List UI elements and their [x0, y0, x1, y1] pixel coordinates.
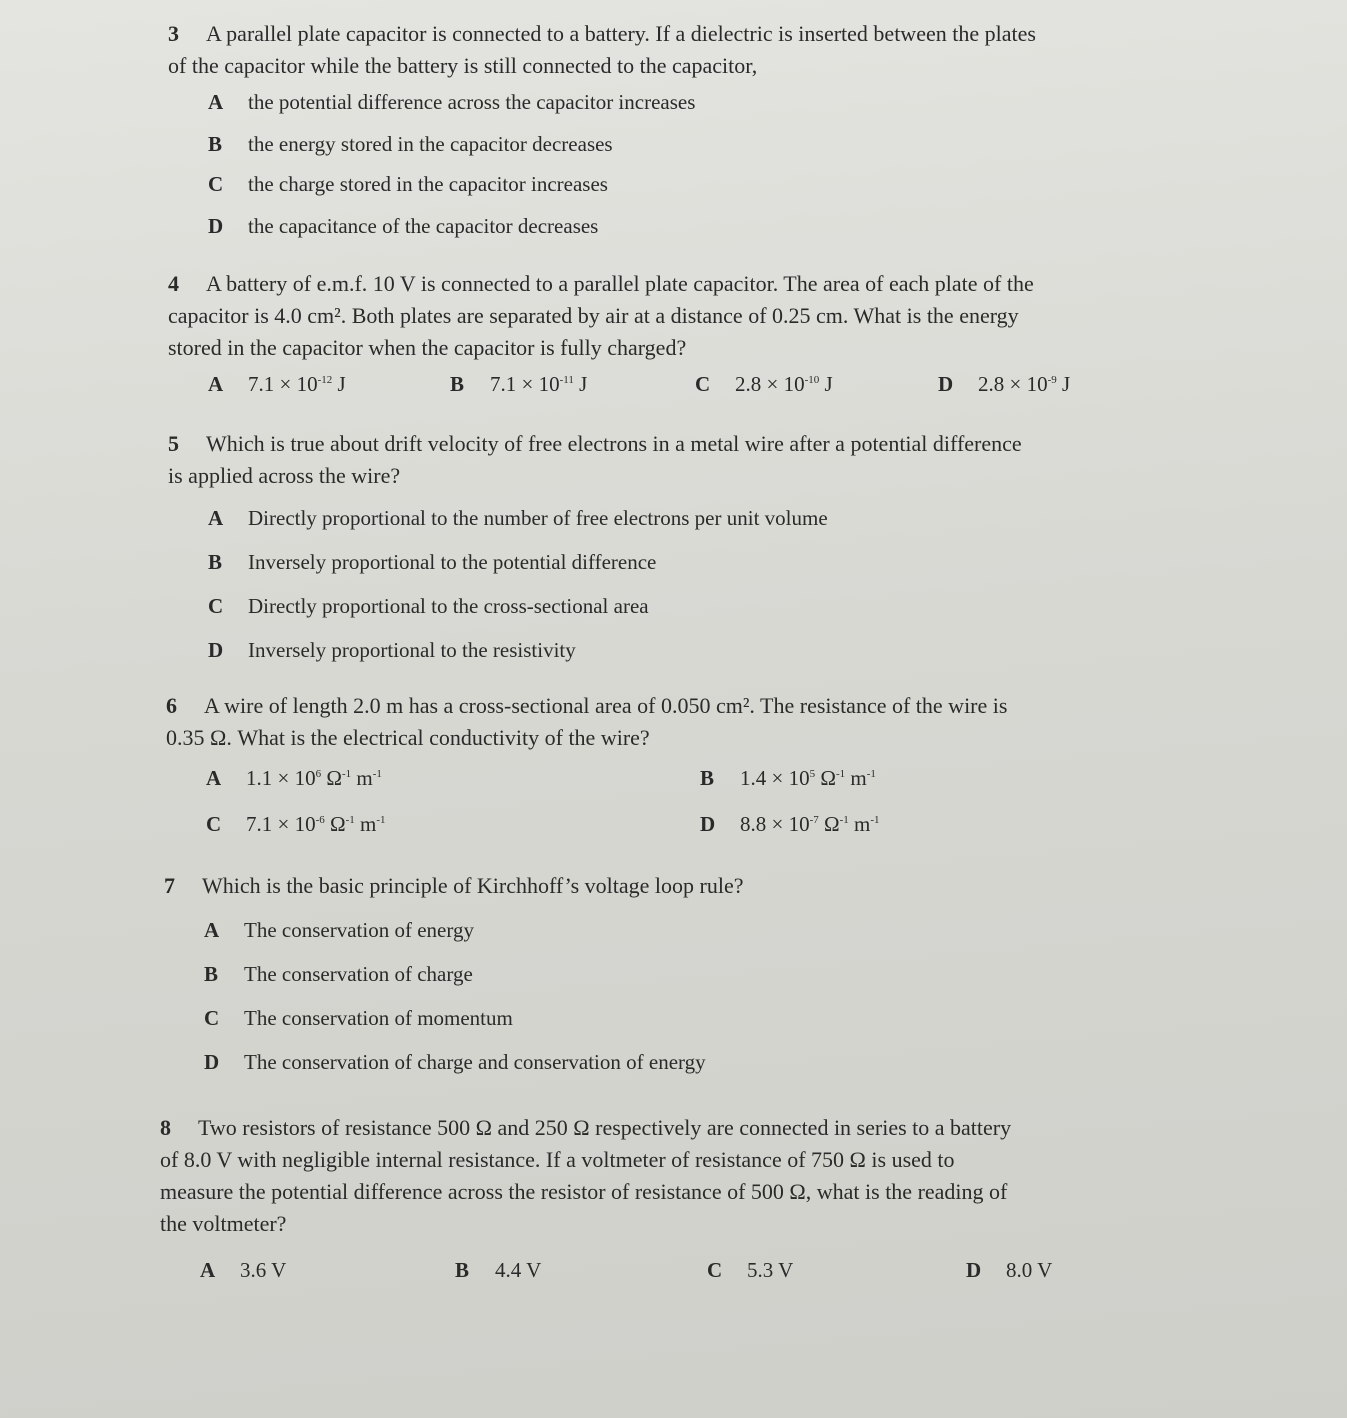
option-a[interactable]: A the potential difference across the capacitor increases [208, 90, 696, 114]
question-number: 6 [166, 693, 177, 718]
option-a[interactable]: A $7.1 \times 10^{-12}$ J [208, 372, 346, 396]
question-5 [168, 428, 1168, 492]
option-d[interactable]: D the capacitance of the capacitor decreases [208, 214, 599, 238]
question-stem-line: the voltmeter? [160, 1211, 287, 1236]
question-stem-line: capacitor is 4.0 cm². Both plates are separated by air at a distance of 0.25 cm. What is the energy [168, 303, 1019, 328]
option-c[interactable]: C $7.1 \times 10^{-6}$ $\Omega^{-1}$ $m^{-1}$ [206, 812, 386, 836]
option-b[interactable]: B 4.4 V [455, 1258, 542, 1282]
option-b[interactable]: B Inversely proportional to the potential difference [208, 550, 657, 574]
question-number: 3 [168, 21, 179, 46]
question-stem-line: 3 A parallel plate capacitor is connected to a battery. If a dielectric is inserted between the plates [168, 18, 1168, 50]
question-stem-line: is applied across the wire? [168, 463, 401, 488]
question-stem-line: 7 Which is the basic principle of Kirchhoff’s voltage loop rule? [164, 870, 1164, 902]
question-stem-line: 5 Which is true about drift velocity of free electrons in a metal wire after a potential difference [168, 428, 1168, 460]
option-d[interactable]: D The conservation of charge and conservation of energy [204, 1050, 706, 1074]
option-d[interactable]: D Inversely proportional to the resistivity [208, 638, 576, 662]
option-c[interactable]: C Directly proportional to the cross-sectional area [208, 594, 649, 618]
question-7 [164, 870, 1164, 902]
option-c[interactable]: C The conservation of momentum [204, 1006, 513, 1030]
question-8 [160, 1112, 1190, 1240]
option-a[interactable]: A Directly proportional to the number of free electrons per unit volume [208, 506, 828, 530]
option-c[interactable]: C 5.3 V [707, 1258, 794, 1282]
option-c[interactable]: C the charge stored in the capacitor increases [208, 172, 608, 196]
question-stem-line: of the capacitor while the battery is still connected to the capacitor, [168, 53, 758, 78]
option-d[interactable]: D $2.8 \times 10^{-9}$ J [938, 372, 1071, 396]
option-d[interactable]: D $8.8 \times 10^{-7}$ $\Omega^{-1}$ $m^{-1}$ [700, 812, 880, 836]
question-stem-line: 0.35 Ω. What is the electrical conductivity of the wire? [166, 725, 650, 750]
question-number: 5 [168, 431, 179, 456]
option-b[interactable]: B The conservation of charge [204, 962, 473, 986]
option-a[interactable]: A The conservation of energy [204, 918, 474, 942]
option-c[interactable]: C $2.8 \times 10^{-10}$ J [695, 372, 833, 396]
option-a[interactable]: A 3.6 V [200, 1258, 287, 1282]
option-a[interactable]: A $1.1 \times 10^6$ $\Omega^{-1}$ $m^{-1}$ [206, 766, 382, 790]
option-b[interactable]: B $7.1 \times 10^{-11}$ J [450, 372, 588, 396]
question-3 [168, 18, 1168, 82]
question-stem-line: 4 A battery of e.m.f. 10 V is connected to a parallel plate capacitor. The area of each plate of the [168, 268, 1168, 300]
question-number: 7 [164, 873, 175, 898]
question-number: 4 [168, 271, 179, 296]
option-d[interactable]: D 8.0 V [966, 1258, 1053, 1282]
option-b[interactable]: B $1.4 \times 10^5$ $\Omega^{-1}$ $m^{-1}$ [700, 766, 876, 790]
question-stem-line: 6 A wire of length 2.0 m has a cross-sectional area of 0.050 cm². The resistance of the wire is [166, 690, 1166, 722]
question-4 [168, 268, 1168, 364]
question-stem-line: 8 Two resistors of resistance 500 Ω and 250 Ω respectively are connected in series to a battery [160, 1112, 1190, 1144]
question-number: 8 [160, 1115, 171, 1140]
question-stem-line: of 8.0 V with negligible internal resistance. If a voltmeter of resistance of 750 Ω is used to [160, 1147, 955, 1172]
question-6 [166, 690, 1166, 754]
question-stem-line: measure the potential difference across the resistor of resistance of 500 Ω, what is the reading of [160, 1179, 1008, 1204]
question-stem-line: stored in the capacitor when the capacitor is fully charged? [168, 335, 687, 360]
option-b[interactable]: B the energy stored in the capacitor decreases [208, 132, 613, 156]
